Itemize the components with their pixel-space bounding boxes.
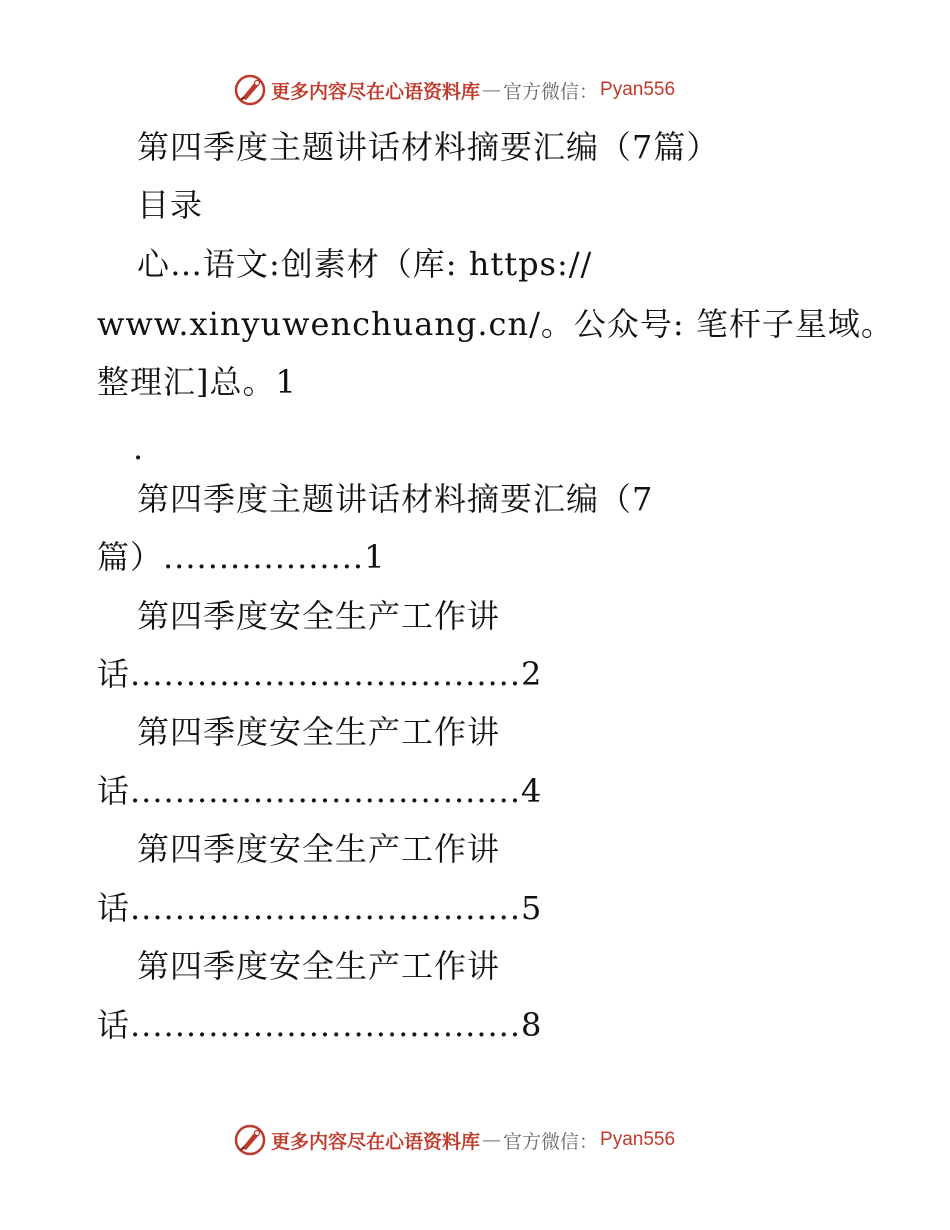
source-line-2: www.xinyuwenchuang.cn/。公众号: 笔杆子星域。 bbox=[97, 305, 894, 343]
toc-entry-leader: 篇）..................1 bbox=[97, 538, 386, 576]
banner-wechat-account: Pyan556 bbox=[600, 79, 676, 100]
toc-entry-title: 第四季度主题讲话材料摘要汇编（7 bbox=[137, 480, 654, 518]
toc-entry-leader: 话...................................4 bbox=[97, 772, 543, 810]
source-line-3: 整理汇]总。1 bbox=[97, 363, 297, 401]
toc-entry-leader: 话...................................2 bbox=[97, 655, 543, 693]
banner-dash: — bbox=[482, 1129, 502, 1151]
banner-slogan: 更多内容尽在心语资料库 bbox=[271, 80, 481, 103]
banner-wechat-label: 官方微信： bbox=[503, 1130, 599, 1153]
toc-entry-title: 第四季度安全生产工作讲 bbox=[137, 947, 501, 985]
toc-entry-leader: 话...................................8 bbox=[97, 1006, 543, 1044]
footer-banner bbox=[233, 1122, 675, 1158]
banner-slogan: 更多内容尽在心语资料库 bbox=[271, 1130, 481, 1153]
banner-wechat-account: Pyan556 bbox=[600, 1129, 676, 1150]
banner-dash: — bbox=[482, 79, 502, 101]
toc-entry-leader: 话...................................5 bbox=[97, 889, 543, 927]
toc-entry-title: 第四季度安全生产工作讲 bbox=[137, 713, 501, 751]
header-banner bbox=[233, 72, 675, 108]
document-title: 第四季度主题讲话材料摘要汇编（7篇） bbox=[137, 128, 720, 166]
toc-entry-title: 第四季度安全生产工作讲 bbox=[137, 830, 501, 868]
quill-logo-icon bbox=[233, 1123, 267, 1157]
source-line-1: 心…语文:创素材（库: https:// bbox=[137, 245, 593, 283]
banner-wechat-label: 官方微信： bbox=[503, 80, 599, 103]
toc-entry-title: 第四季度安全生产工作讲 bbox=[137, 597, 501, 635]
quill-logo-icon bbox=[233, 73, 267, 107]
separator-dot: . bbox=[133, 429, 144, 467]
toc-heading: 目录 bbox=[137, 186, 204, 224]
